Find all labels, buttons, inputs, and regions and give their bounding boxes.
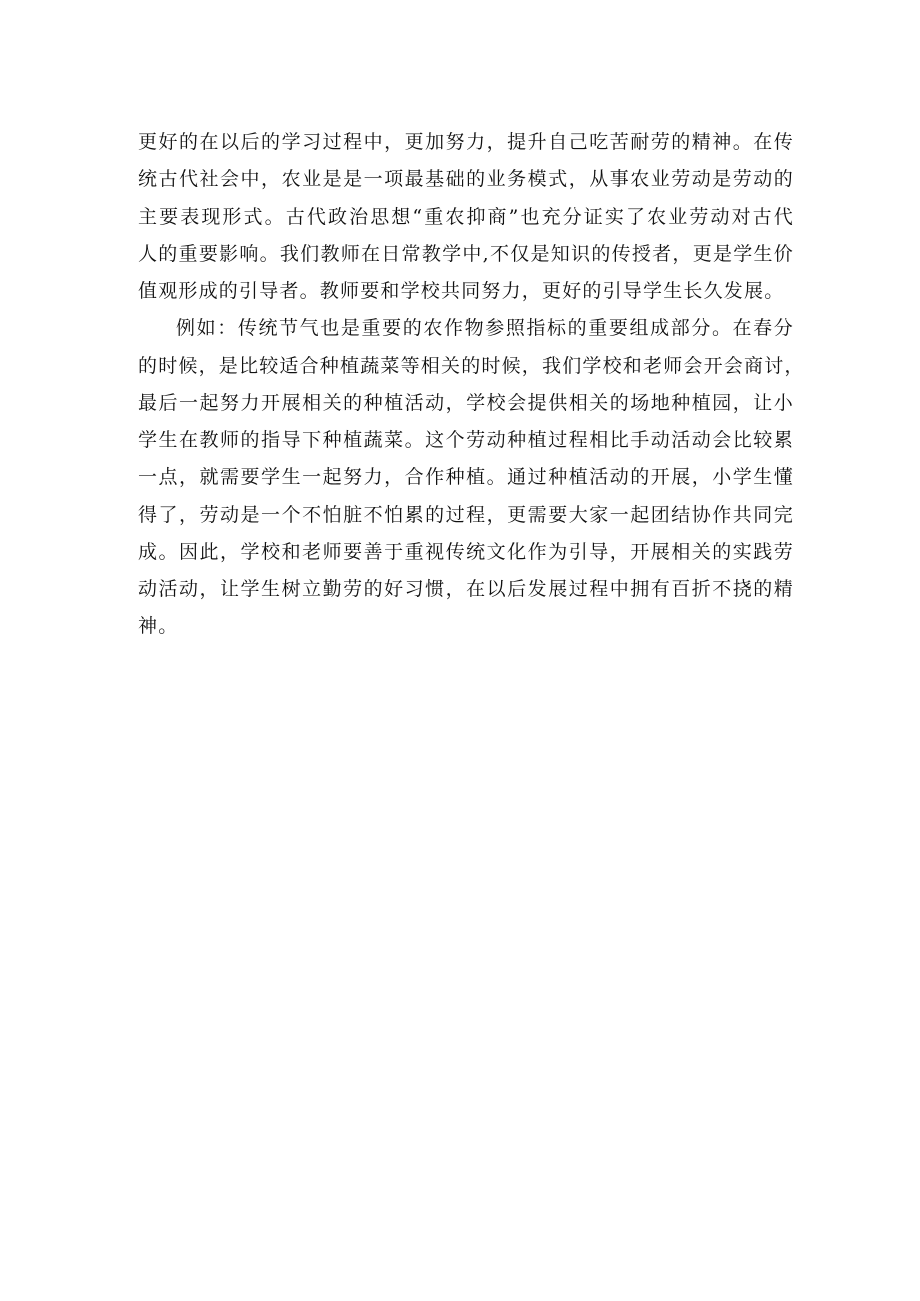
paragraph-line: 值观形成的引导者。教师要和学校共同努力，更好的引导学生长久发展。 bbox=[138, 280, 785, 302]
paragraph-line: 动活动，让学生树立勤劳的好习惯，在以后发展过程中拥有百折不挠的精 bbox=[138, 578, 794, 600]
body-text bbox=[138, 124, 805, 646]
paragraph-line: 的时候，是比较适合种植蔬菜等相关的时候，我们学校和老师会开会商讨， bbox=[138, 354, 805, 377]
paragraph-1 bbox=[138, 124, 794, 310]
paragraph-line: 例如：传统节气也是重要的农作物参照指标的重要组成部分。在春分 bbox=[176, 317, 794, 340]
paragraph-line: 得了，劳动是一个不怕脏不怕累的过程，更需要大家一起团结协作共同完 bbox=[138, 503, 794, 526]
paragraph-2 bbox=[138, 310, 805, 645]
paragraph-line: 主要表现形式。古代政治思想“重农抑商”也充分证实了农业劳动对古代 bbox=[138, 205, 794, 228]
paragraph-line: 最后一起努力开展相关的种植活动，学校会提供相关的场地种植园，让小 bbox=[138, 391, 794, 414]
paragraph-line: 学生在教师的指导下种植蔬菜。这个劳动种植过程相比手动活动会比较累 bbox=[138, 429, 794, 451]
paragraph-line: 神。 bbox=[138, 615, 179, 638]
paragraph-line: 统古代社会中，农业是是一项最基础的业务模式，从事农业劳动是劳动的 bbox=[138, 168, 794, 191]
paragraph-line: 一点，就需要学生一起努力，合作种植。通过种植活动的开展，小学生懂 bbox=[138, 466, 794, 489]
paragraph-line: 人的重要影响。我们教师在日常教学中,不仅是知识的传授者，更是学生价 bbox=[138, 242, 794, 265]
paragraph-line: 成。因此，学校和老师要善于重视传统文化作为引导，开展相关的实践劳 bbox=[138, 540, 794, 563]
paragraph-line: 更好的在以后的学习过程中，更加努力，提升自己吃苦耐劳的精神。在传 bbox=[138, 131, 794, 153]
